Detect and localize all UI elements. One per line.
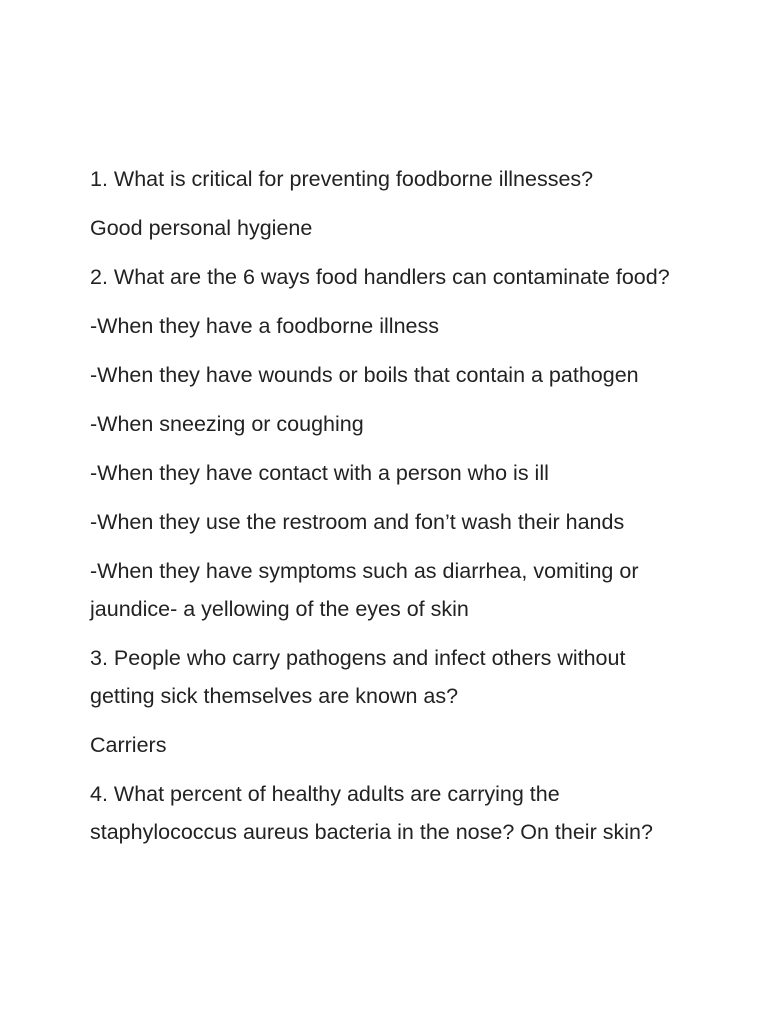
answer-3: Carriers bbox=[90, 733, 167, 757]
answer-2-item-4: -When they have contact with a person who is ill bbox=[90, 461, 549, 485]
answer-2-item-2: -When they have wounds or boils that contain a pathogen bbox=[90, 363, 639, 387]
answer-1: Good personal hygiene bbox=[90, 216, 313, 240]
question-2: 2. What are the 6 ways food handlers can contaminate food? bbox=[90, 265, 670, 289]
question-3: 3. People who carry pathogens and infect others without getting sick themselves are known as? bbox=[90, 646, 626, 708]
answer-2-item-1: -When they have a foodborne illness bbox=[90, 314, 439, 338]
answer-2-item-6: -When they have symptoms such as diarrhea, vomiting or jaundice- a yellowing of the eyes of skin bbox=[90, 559, 639, 621]
answer-2-item-5: -When they use the restroom and fon’t wash their hands bbox=[90, 510, 625, 534]
question-4: 4. What percent of healthy adults are carrying the staphylococcus aureus bacteria in the nose? On their skin? bbox=[90, 782, 653, 844]
question-1: 1. What is critical for preventing foodborne illnesses? bbox=[90, 167, 594, 191]
answer-2-item-3: -When sneezing or coughing bbox=[90, 412, 364, 436]
document-body bbox=[90, 160, 690, 862]
